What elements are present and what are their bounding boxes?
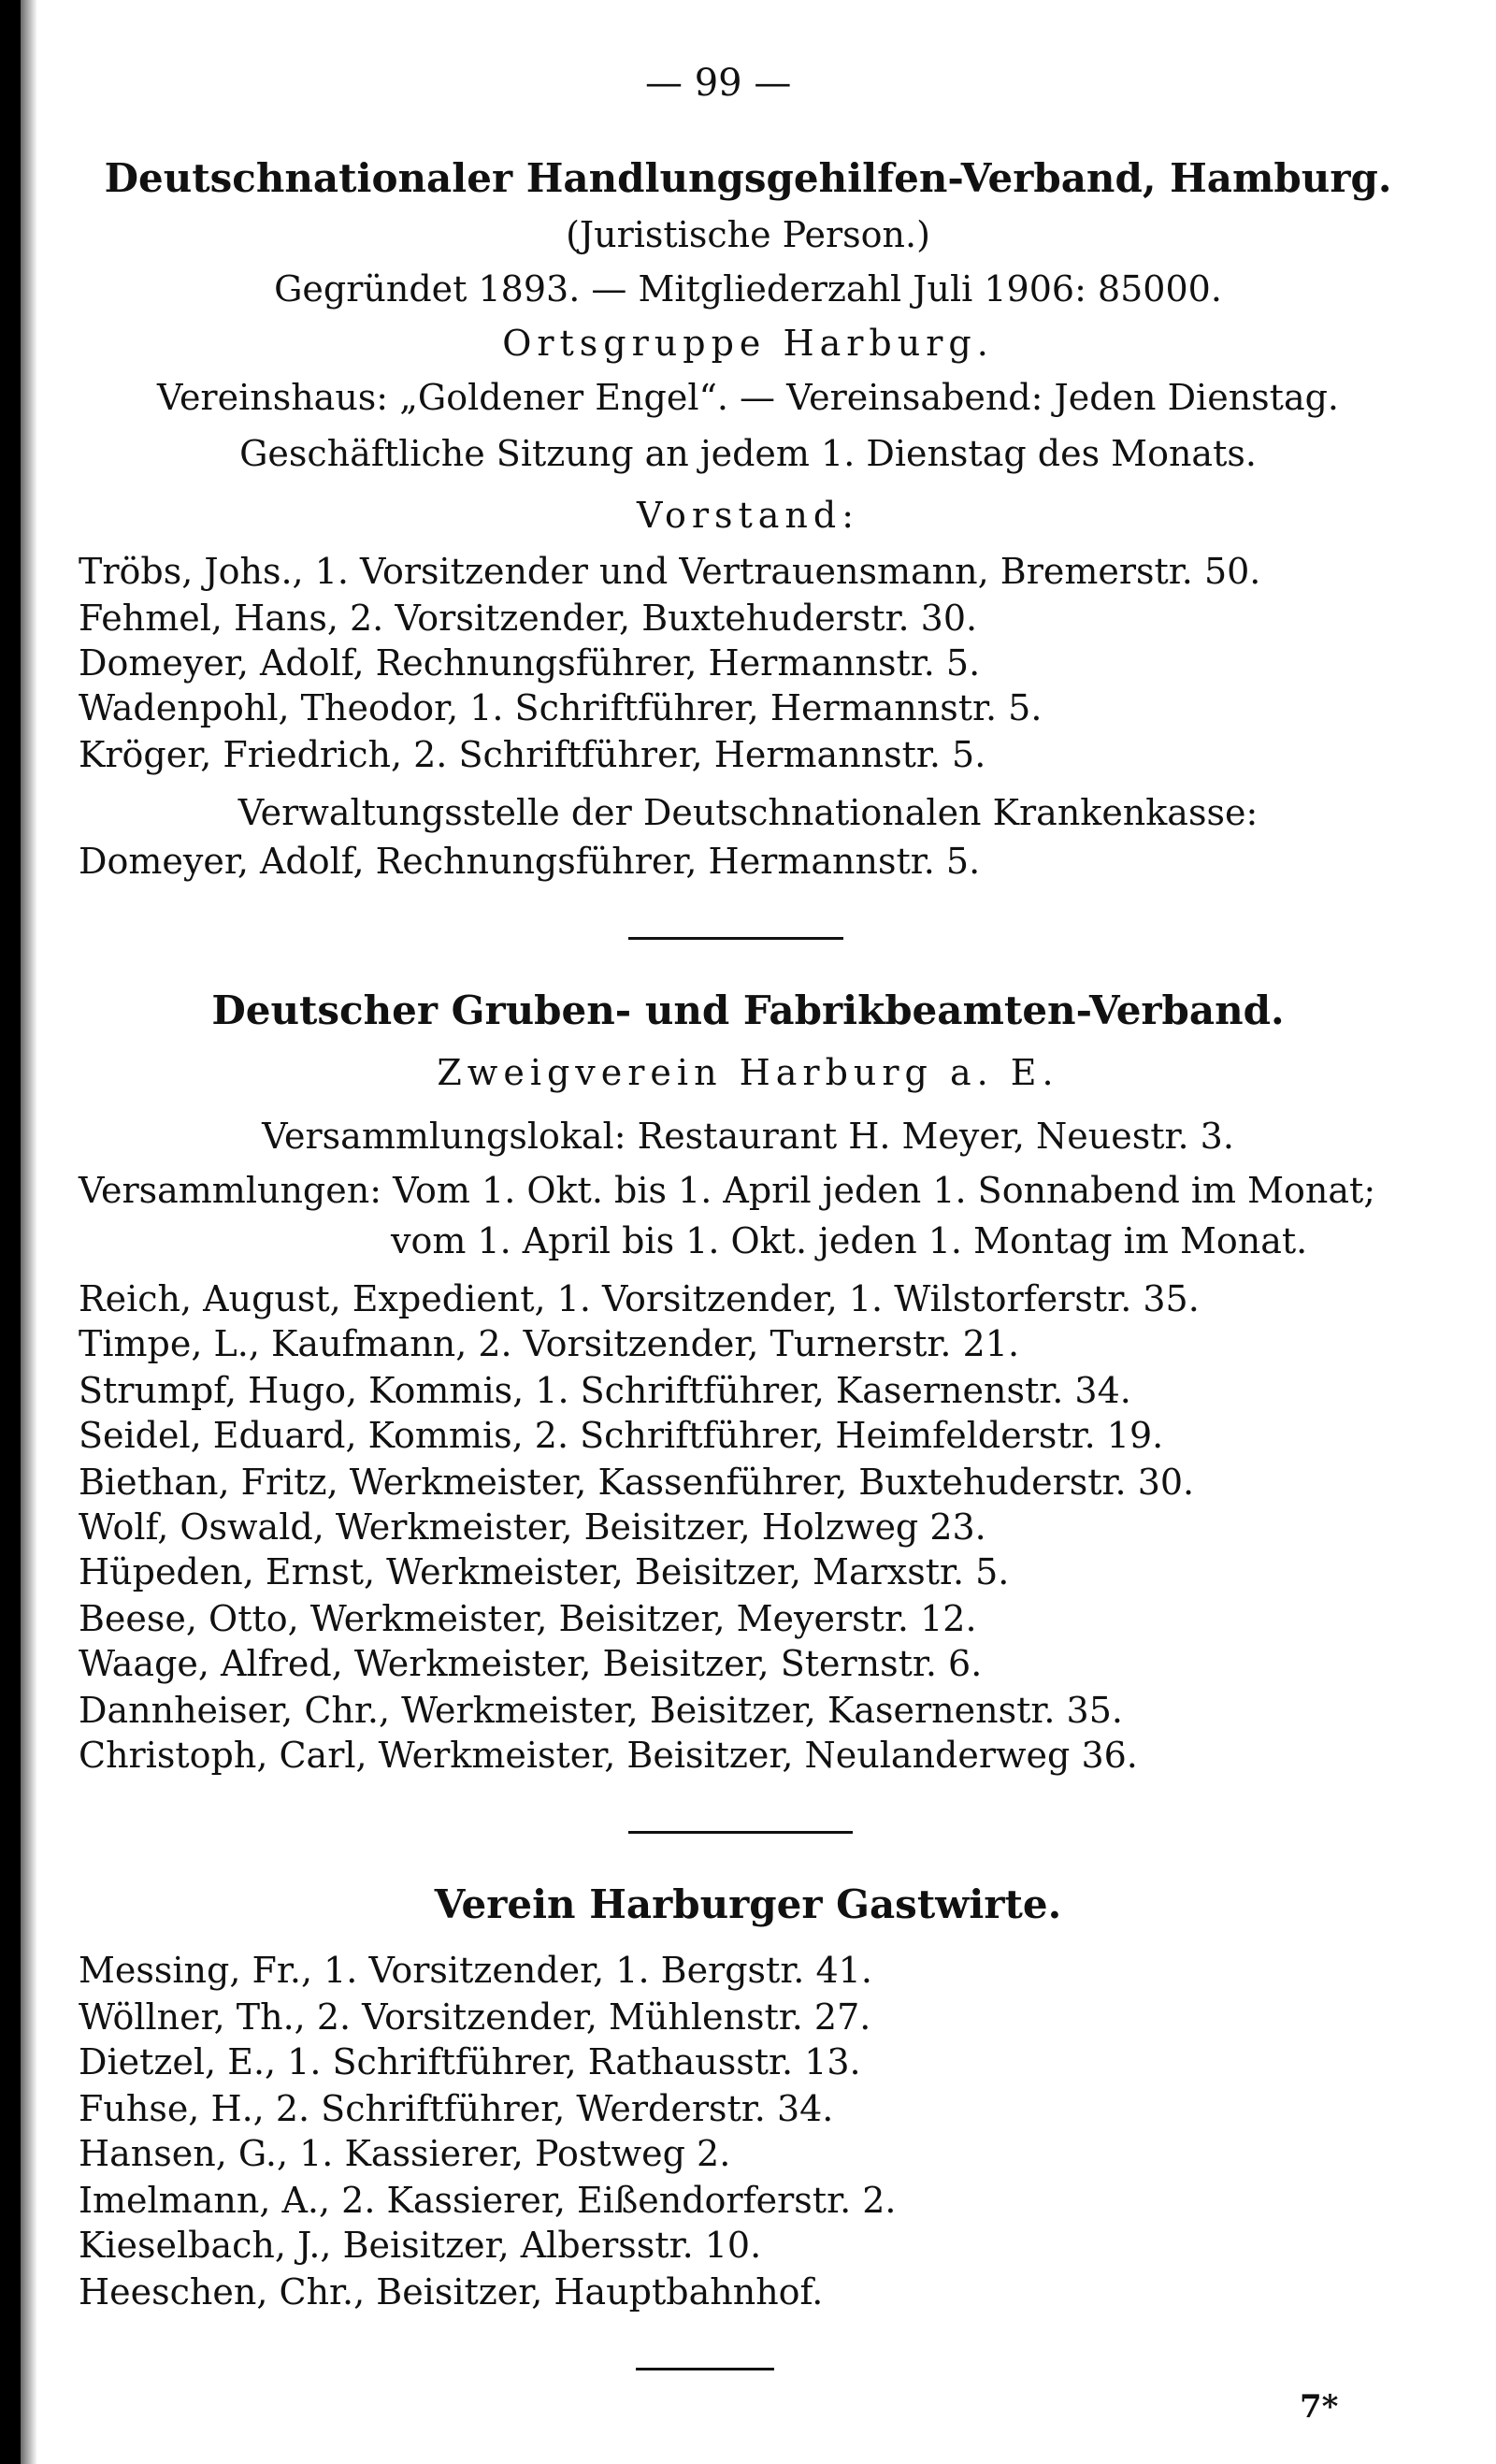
list-item: Kieselbach, J., Beisitzer, Albersstr. 10. (79, 2225, 762, 2266)
signature-mark: 7* (1300, 2388, 1339, 2426)
section-divider (636, 2368, 774, 2370)
meeting-line: Geschäftliche Sitzung an jedem 1. Dienstag des Monats. (239, 433, 1257, 474)
house-line: Vereinshaus: „Goldener Engel“. — Vereinsabend: Jeden Dienstag. (156, 377, 1340, 418)
list-item: Domeyer, Adolf, Rechnungsführer, Hermannstr. 5. (79, 642, 981, 684)
meetings-line-2: vom 1. April bis 1. Okt. jeden 1. Montag im Monat. (391, 1220, 1308, 1261)
list-item: Christoph, Carl, Werkmeister, Beisitzer, Neulanderweg 36. (79, 1735, 1138, 1776)
venue-line: Versammlungslokal: Restaurant H. Meyer, Neuestr. 3. (262, 1116, 1234, 1157)
board-heading: Vorstand: (636, 495, 860, 536)
admin-heading: Verwaltungsstelle der Deutschnationalen Krankenkasse: (237, 792, 1259, 833)
list-item: Hüpeden, Ernst, Werkmeister, Beisitzer, Marxstr. 5. (79, 1551, 1010, 1592)
section-subtitle: (Juristische Person.) (566, 214, 930, 255)
list-item: Seidel, Eduard, Kommis, 2. Schriftführer, Heimfelderstr. 19. (79, 1415, 1164, 1456)
list-item: Reich, August, Expedient, 1. Vorsitzender, 1. Wilstorferstr. 35. (79, 1278, 1200, 1319)
section-divider (628, 1831, 853, 1834)
list-item: Fuhse, H., 2. Schriftführer, Werderstr. 34. (79, 2088, 834, 2129)
list-item: Kröger, Friedrich, 2. Schriftführer, Hermannstr. 5. (79, 734, 986, 775)
list-item: Wöllner, Th., 2. Vorsitzender, Mühlenstr. 27. (79, 1996, 871, 2038)
list-item: Fehmel, Hans, 2. Vorsitzender, Buxtehuderstr. 30. (79, 598, 978, 639)
founded-line: Gegründet 1893. — Mitgliederzahl Juli 1906: 85000. (274, 268, 1222, 310)
list-item: Heeschen, Chr., Beisitzer, Hauptbahnhof. (79, 2271, 824, 2313)
section-title-gruben: Deutscher Gruben- und Fabrikbeamten-Verband. (211, 987, 1285, 1033)
section-title-dhv: Deutschnationaler Handlungsgehilfen-Verband, Hamburg. (104, 155, 1392, 201)
branch-line: Zweigverein Harburg a. E. (437, 1052, 1059, 1093)
page-number: — 99 — (645, 62, 792, 105)
list-item: Strumpf, Hugo, Kommis, 1. Schriftführer, Kasernenstr. 34. (79, 1370, 1131, 1411)
admin-line: Domeyer, Adolf, Rechnungsführer, Hermannstr. 5. (79, 841, 981, 882)
list-item: Biethan, Fritz, Werkmeister, Kassenführer, Buxtehuderstr. 30. (79, 1462, 1195, 1503)
list-item: Dannheiser, Chr., Werkmeister, Beisitzer, Kasernenstr. 35. (79, 1690, 1123, 1731)
group-line: Ortsgruppe Harburg. (502, 323, 994, 364)
list-item: Waage, Alfred, Werkmeister, Beisitzer, Sternstr. 6. (79, 1643, 983, 1684)
list-item: Dietzel, E., 1. Schriftführer, Rathausstr. 13. (79, 2041, 861, 2082)
list-item: Wadenpohl, Theodor, 1. Schriftführer, Hermannstr. 5. (79, 687, 1043, 728)
section-title-gastwirte: Verein Harburger Gastwirte. (434, 1881, 1062, 1927)
meetings-line-1: Versammlungen: Vom 1. Okt. bis 1. April jeden 1. Sonnabend im Monat; (79, 1170, 1376, 1211)
list-item: Beese, Otto, Werkmeister, Beisitzer, Meyerstr. 12. (79, 1598, 977, 1639)
list-item: Wolf, Oswald, Werkmeister, Beisitzer, Holzweg 23. (79, 1506, 986, 1548)
section-divider (628, 937, 843, 940)
list-item: Messing, Fr., 1. Vorsitzender, 1. Bergstr. 41. (79, 1950, 872, 1991)
list-item: Tröbs, Johs., 1. Vorsitzender und Vertrauensmann, Bremerstr. 50. (79, 551, 1261, 592)
list-item: Imelmann, A., 2. Kassierer, Eißendorferstr. 2. (79, 2180, 897, 2221)
list-item: Hansen, G., 1. Kassierer, Postweg 2. (79, 2133, 731, 2174)
list-item: Timpe, L., Kaufmann, 2. Vorsitzender, Turnerstr. 21. (79, 1323, 1020, 1364)
